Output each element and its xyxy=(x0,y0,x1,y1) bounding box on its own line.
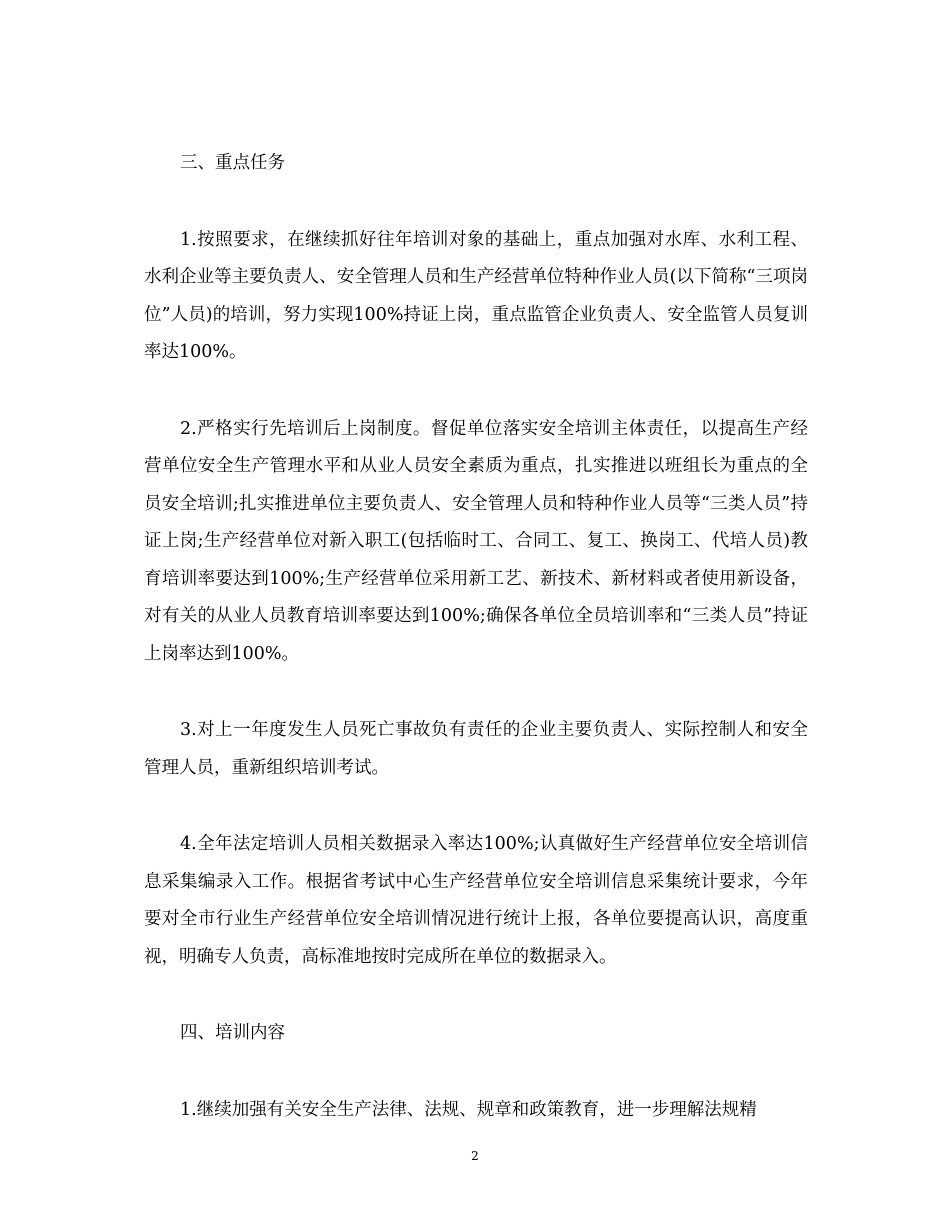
paragraph-content-1: 1.继续加强有关安全生产法律、法规、规章和政策教育，进一步理解法规精 xyxy=(180,1099,757,1120)
page-body xyxy=(144,145,808,1168)
page-number: 2 xyxy=(471,1149,479,1163)
section-heading-key-tasks: 三、重点任务 xyxy=(180,153,285,173)
paragraph-task-1: 1.按照要求，在继续抓好往年培训对象的基础上，重点加强对水库、水利工程、水利企业等主要负责人、安全管理人员和生产经营单位特种作业人员(以下简称“三项岗位”人员)的培训，努力实现100%持证上岗，重点监管企业负责人、安全监管人员复训率达100%。 xyxy=(144,229,808,362)
paragraph-task-2: 2.严格实行先培训后上岗制度。督促单位落实安全培训主体责任，以提高生产经营单位安全生产管理水平和从业人员安全素质为重点，扎实推进以班组长为重点的全员安全培训;扎实推进单位主要负责人、安全管理人员和特种作业人员等“三类人员”持证上岗;生产经营单位对新入职工(包括临时工、合同工、复工、换岗工、代培人员)教育培训率要达到100%;生产经营单位采用新工艺、新技术、新材料或者使用新设备，对有关的从业人员教育培训率要达到100%;确保各单位全员培训率和“三类人员”持证上岗率达到100%。 xyxy=(144,418,808,664)
paragraph-task-4: 4.全年法定培训人员相关数据录入率达100%;认真做好生产经营单位安全培训信息采集编录入工作。根据省考试中心生产经营单位安全培训信息采集统计要求，今年要对全市行业生产经营单位安全培训情况进行统计上报，各单位要提高认识，高度重视，明确专人负责，高标准地按时完成所在单位的数据录入。 xyxy=(144,834,808,967)
section-heading-training-content: 四、培训内容 xyxy=(180,1023,285,1043)
paragraph-task-3: 3.对上一年度发生人员死亡事故负有责任的企业主要负责人、实际控制人和安全管理人员，重新组织培训考试。 xyxy=(144,720,808,778)
